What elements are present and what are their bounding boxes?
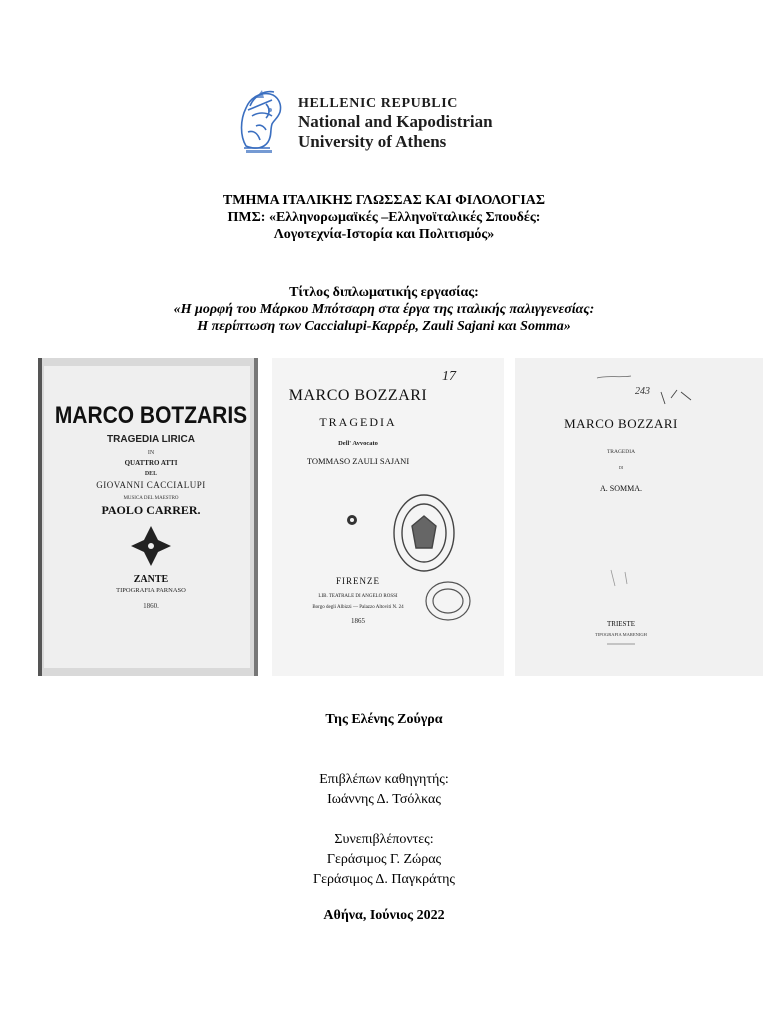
cover1-del: DEL: [144, 471, 158, 477]
cover1-city: ZANTE: [133, 574, 169, 585]
cover1-music: MUSICA DEL MAESTRO: [123, 496, 179, 501]
cover2-author: TOMMASO ZAULI SAJANI: [306, 456, 410, 466]
cover2-by: Dell' Avvocato: [338, 440, 378, 447]
co-supervisors-label: Συνεπιβλέποντες:: [334, 832, 434, 847]
cover2-title: MARCO BOZZARI: [288, 387, 428, 404]
supervisor-block: [0, 770, 768, 810]
program-name-line1: ΠΜΣ: «Ελληνορωμαϊκές –Ελληνοϊταλικές Σπουδές:: [227, 210, 541, 225]
place-date: Αθήνα, Ιούνιος 2022: [323, 908, 445, 923]
university-line1: HELLENIC REPUBLIC: [298, 96, 458, 111]
cover2-city: FIRENZE: [336, 576, 380, 586]
university-name: [298, 96, 493, 152]
supervisor-label: Επιβλέπων καθηγητής:: [319, 772, 449, 787]
thesis-block: [0, 284, 768, 335]
cover3-subtitle: TRAGEDIA: [606, 449, 636, 455]
thesis-label: Τίτλος διπλωματικής εργασίας:: [289, 285, 479, 300]
thesis-author: Της Ελένης Ζούγρα: [325, 712, 443, 727]
university-line3: University of Athens: [298, 132, 447, 151]
cover2-subtitle: TRAGEDIA: [319, 415, 397, 429]
cover1-title: MARCO BOTZARIS: [54, 401, 248, 429]
cover1-in: IN: [147, 450, 155, 456]
cover3-di: DI: [618, 465, 624, 470]
athena-helmet-emblem-icon: [236, 86, 286, 156]
thesis-title-line2: Η περίπτωση των Caccialupi-Καρρέρ, Zauli Sajani και Somma»: [197, 319, 571, 334]
cover1-year: 1860.: [143, 602, 159, 610]
program-name-line2: Λογοτεχνία-Ιστορία και Πολιτισμός»: [273, 227, 495, 242]
cover3-author: A. SOMMA.: [599, 484, 643, 493]
university-line2: National and Kapodistrian: [298, 112, 493, 131]
cover3-title: MARCO BOZZARI: [564, 416, 678, 431]
book-cover-botzaris: [38, 358, 258, 676]
cover3-printer: TIPOGRAFIA MARENIGH: [595, 632, 647, 637]
department-block: [0, 192, 768, 243]
co-supervisor-name: Γεράσιμος Γ. Ζώρας: [326, 852, 442, 867]
cover2-mark: 17: [442, 369, 456, 384]
book-cover-bozzari-zauli: [272, 358, 504, 676]
book-cover-bozzari-somma: [515, 358, 763, 676]
printer-mark-icon: [347, 515, 357, 525]
cover1-acts: QUATTRO ATTI: [124, 459, 178, 467]
co-supervisor-name: Γεράσιμος Δ. Παγκράτης: [313, 872, 455, 887]
co-supervisors-block: [0, 830, 768, 890]
cover1-composer: PAOLO CARRER.: [101, 503, 201, 517]
cover1-author: GIOVANNI CACCIALUPI: [96, 480, 206, 490]
cover1-subtitle: TRAGEDIA LIRICA: [107, 434, 195, 445]
cover3-mark: 243: [635, 386, 650, 397]
department-name: ΤΜΗΜΑ ΙΤΑΛΙΚΗΣ ΓΛΩΣΣΑΣ ΚΑΙ ΦΙΛΟΛΟΓΙΑΣ: [222, 193, 546, 208]
thesis-title-line1: «Η μορφή του Μάρκου Μπότσαρη στα έργα της ιταλικής παλιγγενεσίας:: [173, 302, 595, 317]
cover3-city: TRIESTE: [607, 620, 635, 628]
supervisor-name: Ιωάννης Δ. Τσόλκας: [327, 792, 441, 807]
cover2-publisher-line2: Borgo degli Albizzi — Palazzo Altoviti N. 24: [312, 605, 404, 610]
cover2-publisher-line1: LIB. TEATRALE DI ANGELO ROSSI: [318, 594, 398, 599]
cover1-printer: TIPOGRAFIA PARNASO: [116, 587, 186, 594]
cover2-year: 1865: [351, 617, 365, 625]
